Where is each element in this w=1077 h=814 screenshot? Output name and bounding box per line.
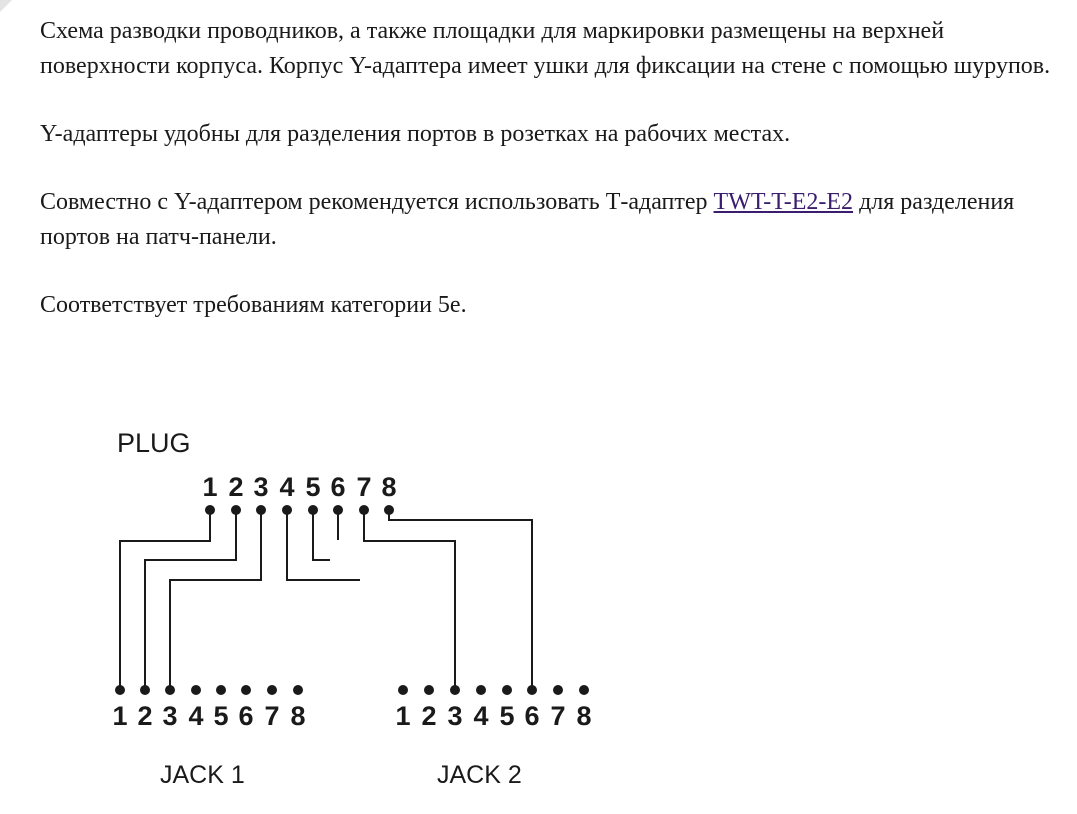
wire-plug1-jack1-pin1	[120, 510, 210, 690]
jack1-pin-6-label: 6	[238, 701, 254, 731]
wire-plug8-jack2-pin6	[389, 510, 532, 690]
plug-pin-numbers	[202, 472, 396, 502]
jack1-pin-8-dot	[293, 685, 303, 695]
jack2-pin-2-dot	[424, 685, 434, 695]
plug-pin-1-label: 1	[202, 472, 218, 502]
plug-pin-3-dot	[256, 505, 266, 515]
jack2-label: JACK 2	[437, 761, 522, 789]
jack2-pin-8-dot	[579, 685, 589, 695]
jack1-pin-3-label: 3	[162, 701, 178, 731]
jack2-pin-4-label: 4	[473, 701, 489, 731]
wire-plug7-jack2-pin3	[364, 510, 455, 690]
jack2-pin-6-label: 6	[524, 701, 540, 731]
jack2-pin-numbers	[395, 701, 591, 731]
jack1-pin-1-label: 1	[112, 701, 128, 731]
jack2-pin-3-dot	[450, 685, 460, 695]
jack1-pin-3-dot	[165, 685, 175, 695]
jack2-pin-dots	[398, 685, 589, 695]
plug-label: PLUG	[117, 428, 191, 458]
plug-pin-1-dot	[205, 505, 215, 515]
jack1-pin-8-label: 8	[290, 701, 306, 731]
jack1-label: JACK 1	[160, 761, 245, 789]
jack2-pin-7-label: 7	[550, 701, 566, 731]
plug-pin-dots	[205, 505, 394, 515]
jack1-pin-2-dot	[140, 685, 150, 695]
jack1-pin-5-label: 5	[213, 701, 229, 731]
jack1-pin-4-label: 4	[188, 701, 204, 731]
jack2-pin-1-label: 1	[395, 701, 411, 731]
plug-pin-5-dot	[308, 505, 318, 515]
jack2-pin-3-label: 3	[447, 701, 463, 731]
wire-plug3-jack1-pin3	[170, 510, 261, 690]
plug-pin-8-label: 8	[381, 472, 397, 502]
plug-pin-4-dot	[282, 505, 292, 515]
plug-pin-2-dot	[231, 505, 241, 515]
jack2-pin-6-dot	[527, 685, 537, 695]
plug-pin-8-dot	[384, 505, 394, 515]
jack2-pin-5-label: 5	[499, 701, 515, 731]
jack1-pin-dots	[115, 685, 303, 695]
plug-pin-6-label: 6	[330, 472, 346, 502]
jack2-pin-8-label: 8	[576, 701, 592, 731]
plug-pin-2-label: 2	[228, 472, 244, 502]
wire-plug5-jack2-pin2	[313, 510, 330, 560]
jack1-pin-2-label: 2	[137, 701, 153, 731]
jack2-pin-7-dot	[553, 685, 563, 695]
plug-pin-3-label: 3	[253, 472, 269, 502]
plug-pin-6-dot	[333, 505, 343, 515]
jack1-pin-6-dot	[241, 685, 251, 695]
wire-plug4-jack2-pin1	[287, 510, 360, 580]
jack1-pin-7-dot	[267, 685, 277, 695]
jack1-pin-7-label: 7	[264, 701, 280, 731]
plug-pin-7-dot	[359, 505, 369, 515]
plug-pin-7-label: 7	[356, 472, 372, 502]
jack1-pin-1-dot	[115, 685, 125, 695]
paragraph-category: Соответствует требованиям категории 5е.	[40, 292, 467, 318]
jack1-pin-numbers	[112, 701, 305, 731]
t-adapter-link[interactable]: TWT-T-E2-E2	[713, 189, 854, 215]
plug-pin-5-label: 5	[305, 472, 321, 502]
wire-plug2-jack1-pin2	[145, 510, 236, 690]
jack1-pin-4-dot	[191, 685, 201, 695]
jack2-pin-5-dot	[502, 685, 512, 695]
wires	[120, 510, 532, 690]
paragraph-usage: Y-адаптеры удобны для разделения портов в розетках на рабочих местах.	[40, 121, 791, 147]
recommendation-text-after: для разделения портов на патч-панели.	[40, 189, 1015, 250]
jack2-pin-2-label: 2	[421, 701, 437, 731]
jack2-pin-4-dot	[476, 685, 486, 695]
plug-pin-4-label: 4	[279, 472, 295, 502]
jack2-pin-1-dot	[398, 685, 408, 695]
jack1-pin-5-dot	[216, 685, 226, 695]
recommendation-text-before: Совместно с Y-адаптером рекомендуется использовать Т-адаптер	[40, 189, 714, 215]
paragraph-wiring: Схема разводки проводников, а также площадки для маркировки размещены на верхней поверхности корпуса. Корпус Y-адаптера имеет ушки для фиксации на стене с помощью шурупов.	[40, 18, 1051, 79]
